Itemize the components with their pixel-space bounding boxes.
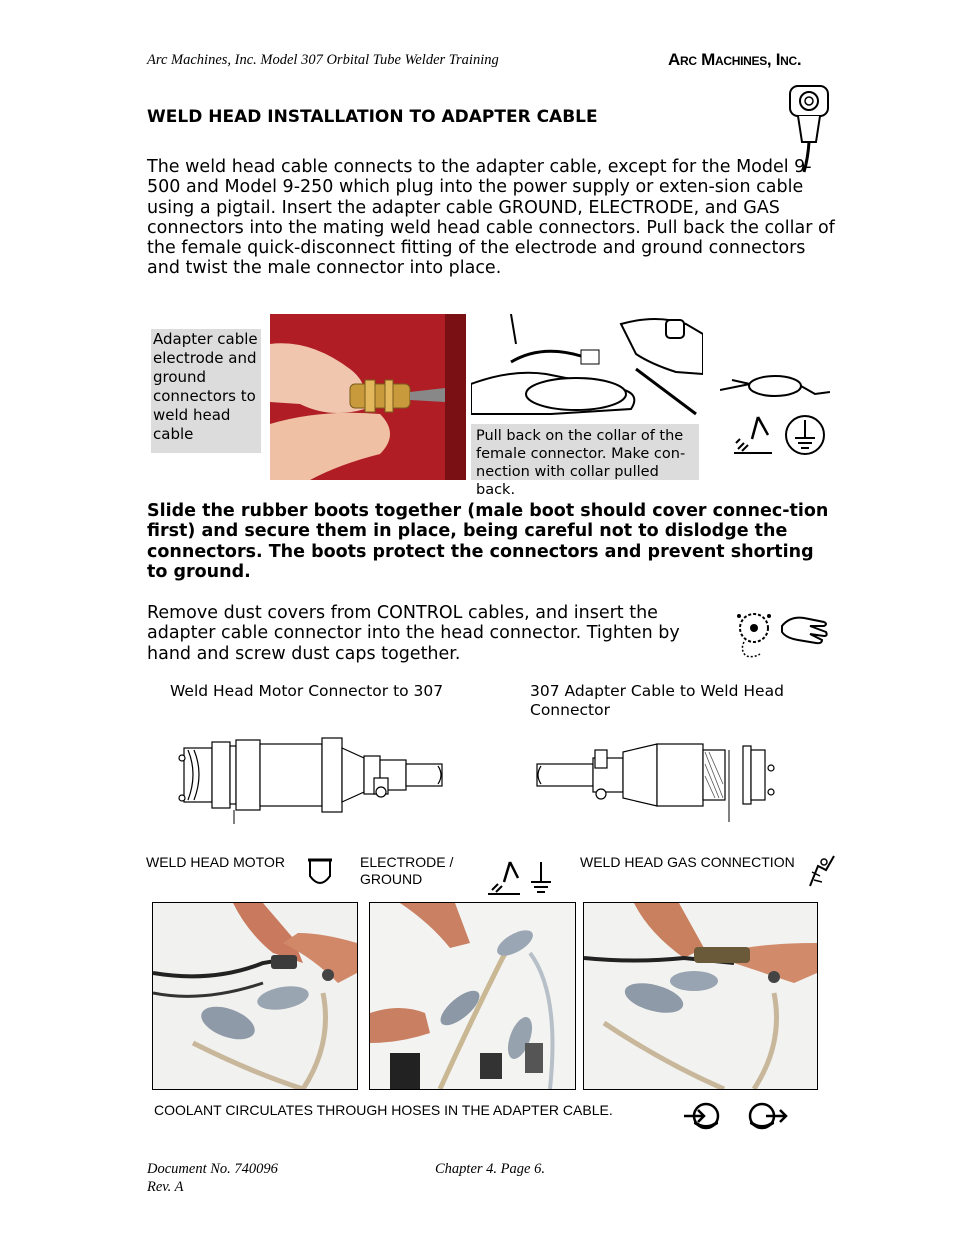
illustration-collar-pullback (471, 314, 703, 418)
hand-tighten-icon (780, 612, 830, 648)
photo-motor-connection (152, 902, 358, 1090)
caption-adapter-cable: Adapter cable electrode and ground connectors to weld head cable (151, 329, 261, 453)
cable-boot-illustration (720, 370, 830, 406)
photo-gas-connection (583, 902, 818, 1090)
right-connector-label: 307 Adapter Cable to Weld Head Connector (530, 682, 784, 719)
label-gas-connection: WELD HEAD GAS CONNECTION (580, 854, 795, 870)
gas-icon (804, 852, 836, 890)
footer-revision: Rev. A (147, 1179, 184, 1195)
footer-doc-number: Document No. 740096 (147, 1161, 278, 1177)
caption-collar: Pull back on the collar of the female connector. Make con-nection with collar pulled back. (471, 424, 699, 480)
boots-instruction: Slide the rubber boots together (male boot should cover connec-tion first) and secure them in place, being careful not to dislodge the connectors. The boots protect the connectors and prevent shorting to ground. (147, 501, 829, 582)
motor-connector-diagram (176, 728, 448, 824)
brand-logo: Arc Machines, Inc. (668, 50, 802, 69)
intro-paragraph (147, 157, 837, 279)
coolant-note: COOLANT CIRCULATES THROUGH HOSES IN THE ADAPTER CABLE. (154, 1102, 613, 1118)
coolant-in-icon (682, 1100, 726, 1132)
control-instruction: Remove dust covers from CONTROL cables, and insert the adapter cable connector into the head connector. Tighten by hand and screw dust caps together. (147, 603, 680, 664)
ground-icon (784, 414, 826, 456)
adapter-connector-diagram (533, 730, 783, 826)
footer-chapter-page: Chapter 4. Page 6. (435, 1161, 545, 1177)
electrode-icon (732, 413, 774, 455)
intro-text: The weld head cable connects to the adapter cable, except for the Model 9-500 and Model 9-250 which plug into the power supply or exten-sion cable using a pigtail. Insert the adapter cable GROUND, ELECTRODE, and GAS connectors into the mating weld head cable connectors. Pull back the collar of the female quick-disconnect fitting of the electrode and ground connectors and twist the male connector into place. (147, 157, 835, 279)
left-connector-label: Weld Head Motor Connector to 307 (170, 682, 444, 700)
control-connector-icon (734, 610, 774, 660)
section-title: WELD HEAD INSTALLATION TO ADAPTER CABLE (147, 107, 598, 127)
footer-doc-info (147, 1160, 278, 1196)
label-electrode-ground: ELECTRODE / GROUND (360, 854, 454, 887)
ground-icon (528, 860, 554, 896)
photo-connector-hands (270, 314, 466, 480)
label-weld-head-motor: WELD HEAD MOTOR (146, 854, 285, 870)
electrode-icon (486, 858, 522, 896)
coolant-out-icon (744, 1100, 788, 1132)
motor-icon (306, 856, 334, 892)
document-header-title: Arc Machines, Inc. Model 307 Orbital Tube Welder Training (147, 52, 499, 68)
photo-electrode-ground-connection (369, 902, 576, 1090)
